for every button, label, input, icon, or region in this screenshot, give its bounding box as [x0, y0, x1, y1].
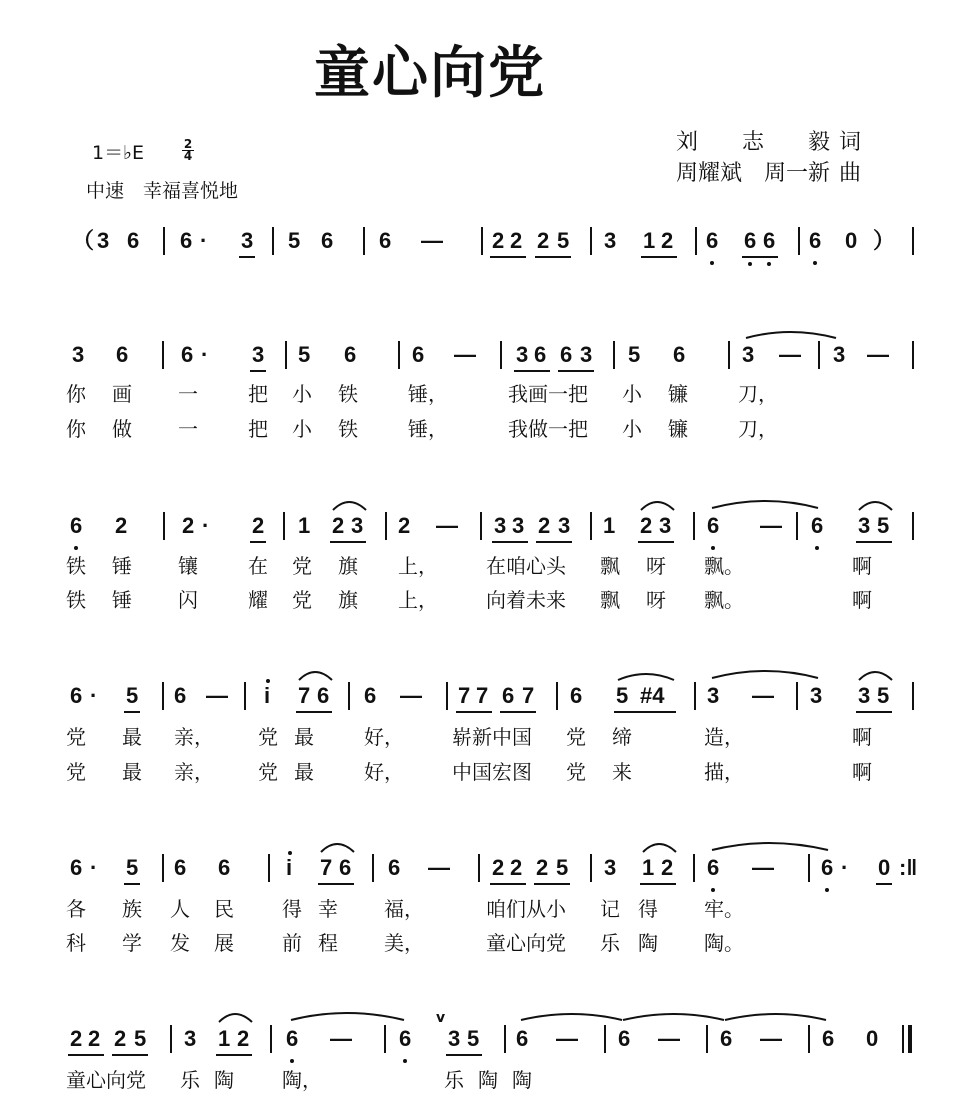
note: 6 — [181, 342, 194, 367]
lyric: 在 — [248, 554, 268, 578]
lyric: 陶 — [512, 1068, 532, 1092]
slur — [641, 502, 674, 510]
lyric: 旗 — [338, 588, 358, 612]
note: 6 — [399, 1026, 412, 1051]
lyric: 得 — [282, 897, 302, 921]
lyric: 各 — [66, 897, 86, 921]
note: 3 — [580, 342, 593, 367]
lyric: 来 — [612, 760, 632, 784]
lyric: 闪 — [178, 588, 198, 612]
song-title: 童心向党 — [314, 41, 546, 106]
lyric: 呀 — [646, 588, 666, 612]
slur — [859, 502, 892, 510]
note: 5 — [467, 1026, 480, 1051]
lyric: 刀， — [738, 417, 778, 441]
note: 6 — [673, 342, 686, 367]
lyric: 啊 — [852, 588, 872, 612]
lyric: 我做一把 — [508, 417, 588, 441]
rest: 0 — [845, 228, 858, 253]
lyric: 呀 — [646, 554, 666, 578]
dash: — — [658, 1026, 680, 1051]
note: 3 — [512, 513, 525, 538]
slur — [219, 1014, 252, 1022]
note: 6 — [388, 855, 401, 880]
note: 5 — [877, 513, 890, 538]
note: 2 — [182, 513, 195, 538]
lyric: 小 — [292, 382, 312, 406]
lyric: 把 — [248, 417, 268, 441]
note: 3 — [516, 342, 529, 367]
dash: — — [760, 1026, 782, 1051]
lyric: 陶 — [478, 1068, 498, 1092]
lyric: 你 — [66, 417, 86, 441]
note: 5 — [288, 228, 301, 253]
dash: — — [752, 855, 774, 880]
note: 3 — [742, 342, 755, 367]
note: 3 — [241, 228, 254, 253]
lyric: 最 — [294, 725, 314, 749]
lyric: 刀， — [738, 382, 778, 406]
dot: · — [202, 513, 210, 538]
lyric: 好， — [364, 725, 404, 749]
lyric: 美， — [384, 931, 424, 955]
note: 2 — [640, 513, 653, 538]
note: 3 — [833, 342, 846, 367]
lyric: 一 — [178, 382, 198, 406]
lyric: 童心向党 — [66, 1068, 146, 1092]
lyric: 锤， — [408, 382, 448, 406]
lyric: 福， — [384, 897, 424, 921]
note: 7 — [320, 855, 333, 880]
lyric: 牢。 — [704, 897, 744, 921]
lyric: 崭新中国 — [452, 725, 532, 749]
note: 6 — [720, 1026, 733, 1051]
note: 6 — [174, 683, 187, 708]
slur — [618, 674, 674, 680]
lyric: 把 — [248, 382, 268, 406]
note: 6 — [707, 513, 720, 538]
lyric: 民 — [214, 897, 234, 921]
note: 6 — [763, 228, 776, 253]
dash: — — [867, 342, 889, 367]
note: 2 — [537, 228, 550, 253]
lyric: 最 — [294, 760, 314, 784]
note: 6 — [339, 855, 352, 880]
note: 6 — [811, 513, 824, 538]
lyric: 族 — [122, 897, 142, 921]
open-paren: （ — [72, 228, 95, 253]
lyric: 陶 — [214, 1068, 234, 1092]
lyric: 最 — [122, 725, 142, 749]
lyric: 党 — [566, 725, 586, 749]
note: 6 — [344, 342, 357, 367]
lyric: 亲， — [174, 725, 214, 749]
note: 6 — [70, 683, 83, 708]
lyric: 乐 — [180, 1068, 200, 1092]
lyric: 锤， — [408, 417, 448, 441]
note: 7 — [476, 683, 489, 708]
note: 2 — [114, 1026, 127, 1051]
note: 2 — [492, 228, 505, 253]
note: 2 — [510, 855, 523, 880]
note: 1 — [643, 228, 656, 253]
note: 6 — [218, 855, 231, 880]
lyric: 镰 — [668, 417, 688, 441]
lyric: 咱们从小 — [486, 897, 566, 921]
lyric: 好， — [364, 760, 404, 784]
tempo-marking: 中速 幸福喜悦地 — [86, 180, 239, 202]
dash: — — [436, 513, 458, 538]
dash: — — [330, 1026, 352, 1051]
dash: — — [454, 342, 476, 367]
note: 2 — [536, 855, 549, 880]
dot: · — [200, 228, 208, 253]
lyric: 上， — [398, 588, 438, 612]
lyric: 旗 — [338, 554, 358, 578]
lyric: 你 — [66, 382, 86, 406]
note: 6 — [570, 683, 583, 708]
tie — [725, 1014, 826, 1020]
lyric: 小 — [292, 417, 312, 441]
note: 7 — [522, 683, 535, 708]
note: 2 — [661, 855, 674, 880]
note: 3 — [448, 1026, 461, 1051]
lyric: 锤 — [112, 588, 132, 612]
note: 3 — [858, 683, 871, 708]
note: 5 — [556, 855, 569, 880]
note: 6 — [822, 1026, 835, 1051]
lyric: 乐 — [444, 1068, 464, 1092]
lyric: 发 — [170, 931, 190, 955]
lyric: 幸 — [318, 897, 338, 921]
note: 3 — [184, 1026, 197, 1051]
slur — [859, 672, 892, 680]
lyric: 学 — [122, 931, 142, 955]
lyric: 飘 — [600, 588, 620, 612]
note: 6 — [534, 342, 547, 367]
note: 3 — [707, 683, 720, 708]
slur — [643, 844, 676, 852]
lyric: 党 — [566, 760, 586, 784]
note: 6 — [560, 342, 573, 367]
note: 6 — [180, 228, 193, 253]
note: i — [264, 683, 271, 708]
lyric: 在咱心头 — [486, 554, 566, 578]
lyric: 党 — [258, 725, 278, 749]
note: 6 — [821, 855, 834, 880]
dash: — — [760, 513, 782, 538]
lyric: 陶。 — [704, 931, 744, 955]
note: 1 — [218, 1026, 231, 1051]
note: 2 — [70, 1026, 83, 1051]
note: 3 — [494, 513, 507, 538]
rest: 0 — [866, 1026, 879, 1051]
lyric: 做 — [112, 417, 132, 441]
lyric: 前 — [282, 931, 302, 955]
composer-credit: 周耀斌 周一新 曲 — [676, 161, 861, 186]
note: 1 — [603, 513, 616, 538]
lyric: 我画一把 — [508, 382, 588, 406]
note: 2 — [332, 513, 345, 538]
lyric: 啊 — [852, 760, 872, 784]
dot: · — [90, 855, 98, 880]
dash: — — [556, 1026, 578, 1051]
note: 3 — [604, 855, 617, 880]
slur — [333, 502, 366, 510]
tie — [712, 843, 828, 850]
lyric: 党 — [292, 554, 312, 578]
lyric: 铁 — [66, 588, 86, 612]
note: 6 — [744, 228, 757, 253]
lyric: 陶 — [638, 931, 658, 955]
lyric: 耀 — [248, 588, 268, 612]
note: 6 — [412, 342, 425, 367]
lyric: 一 — [178, 417, 198, 441]
note: 5 — [298, 342, 311, 367]
dash: — — [779, 342, 801, 367]
dot: · — [90, 683, 98, 708]
note: 6 — [502, 683, 515, 708]
note: 5 — [877, 683, 890, 708]
note: 3 — [858, 513, 871, 538]
note: 6 — [174, 855, 187, 880]
note: 5 — [628, 342, 641, 367]
lyric: 程 — [318, 931, 338, 955]
note: 6 — [321, 228, 334, 253]
note: 5 — [126, 855, 139, 880]
lyric: 中国宏图 — [452, 760, 532, 784]
lyric: 党 — [66, 725, 86, 749]
lyric: 小 — [622, 382, 642, 406]
tie — [521, 1014, 622, 1020]
lyric: 党 — [292, 588, 312, 612]
dash: — — [206, 683, 228, 708]
high-octave-dot — [288, 851, 292, 855]
lyric: 人 — [170, 897, 190, 921]
note: 6 — [70, 513, 83, 538]
close-paren: ） — [873, 228, 896, 253]
note: 3 — [604, 228, 617, 253]
lyric: 铁 — [66, 554, 86, 578]
lyric: 上， — [398, 554, 438, 578]
lyric: 画 — [112, 382, 132, 406]
note: 2 — [398, 513, 411, 538]
tie — [712, 501, 818, 508]
note: 6 — [364, 683, 377, 708]
lyric: 飘。 — [704, 588, 744, 612]
breath-mark: v — [436, 1010, 446, 1026]
note: 3 — [810, 683, 823, 708]
lyric: 小 — [622, 417, 642, 441]
lyricist-credit: 刘 志 毅 词 — [676, 130, 861, 155]
note: 6 — [809, 228, 822, 253]
note: 7 — [298, 683, 311, 708]
lyric: 记 — [600, 897, 620, 921]
note: 3 — [252, 342, 265, 367]
dot: · — [841, 855, 849, 880]
note: 7 — [458, 683, 471, 708]
dash: — — [421, 228, 443, 253]
note: 6 — [516, 1026, 529, 1051]
note: 2 — [88, 1026, 101, 1051]
lyric: 啊 — [852, 725, 872, 749]
note: 6 — [286, 1026, 299, 1051]
note: 2 — [538, 513, 551, 538]
lyric: 最 — [122, 760, 142, 784]
lyric: 得 — [638, 897, 658, 921]
note: 2 — [252, 513, 265, 538]
note: 6 — [707, 855, 720, 880]
note: 6 — [317, 683, 330, 708]
note: 2 — [492, 855, 505, 880]
dash: — — [752, 683, 774, 708]
note: 2 — [115, 513, 128, 538]
lyric: 铁 — [338, 417, 358, 441]
note: 3 — [659, 513, 672, 538]
lyric: 造， — [704, 725, 744, 749]
note: 6 — [618, 1026, 631, 1051]
note: 5 — [557, 228, 570, 253]
note: 2 — [661, 228, 674, 253]
lyric: 镶 — [178, 554, 198, 578]
high-octave-dot — [266, 679, 270, 683]
note: 6 — [70, 855, 83, 880]
lyric: 乐 — [600, 931, 620, 955]
tie — [291, 1013, 404, 1020]
lyric: 描， — [704, 760, 744, 784]
dot: · — [201, 342, 209, 367]
lyric: 展 — [214, 931, 234, 955]
note: 3 — [351, 513, 364, 538]
note: #4 — [640, 683, 665, 708]
note: 6 — [706, 228, 719, 253]
dash: — — [428, 855, 450, 880]
key-signature: 1＝♭E — [92, 142, 145, 164]
slur — [321, 844, 354, 852]
note: 3 — [558, 513, 571, 538]
lyric: 党 — [66, 760, 86, 784]
lyric: 童心向党 — [486, 931, 566, 955]
note: 2 — [237, 1026, 250, 1051]
note: 1 — [642, 855, 655, 880]
note: 1 — [298, 513, 311, 538]
note: 5 — [134, 1026, 147, 1051]
tie — [623, 1014, 724, 1020]
time-signature: 2 4 — [183, 137, 193, 163]
tie — [746, 332, 836, 338]
note: 3 — [72, 342, 85, 367]
lyric: 啊 — [852, 554, 872, 578]
note: 6 — [379, 228, 392, 253]
tie — [712, 671, 818, 678]
note: 3 — [97, 228, 110, 253]
dash: — — [400, 683, 422, 708]
note: 6 — [116, 342, 129, 367]
note: 5 — [126, 683, 139, 708]
lyric: 亲， — [174, 760, 214, 784]
lyric: 飘 — [600, 554, 620, 578]
repeat-end-barline: :‖ — [899, 855, 918, 880]
note: 6 — [127, 228, 140, 253]
lyric: 镰 — [668, 382, 688, 406]
lyric: 缔 — [612, 725, 632, 749]
slur — [299, 672, 332, 680]
lyric: 党 — [258, 760, 278, 784]
lyric: 科 — [66, 931, 86, 955]
note: 2 — [510, 228, 523, 253]
lyric: 飘。 — [704, 554, 744, 578]
lyric: 陶， — [282, 1068, 322, 1092]
lyric: 铁 — [338, 382, 358, 406]
note: i — [286, 855, 293, 880]
lyric: 锤 — [112, 554, 132, 578]
lyric: 向着未来 — [486, 588, 566, 612]
note: 5 — [616, 683, 629, 708]
rest: 0 — [878, 855, 891, 880]
